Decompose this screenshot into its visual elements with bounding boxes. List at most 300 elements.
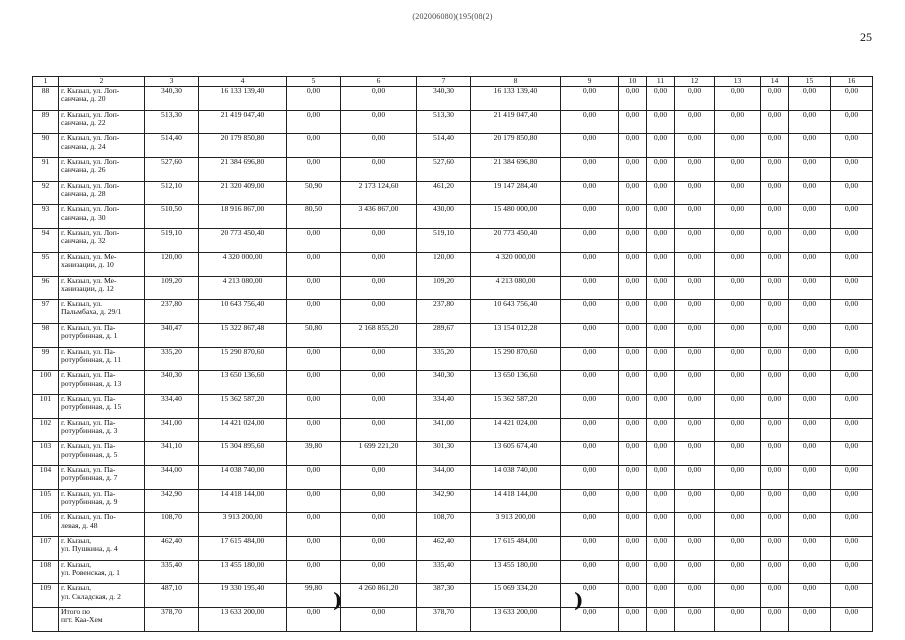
value-cell-3: 334,40 [145,394,199,418]
value-cell-15: 0,00 [789,371,831,395]
address-cell [59,323,145,347]
value-cell-13: 0,00 [715,158,761,182]
value-cell-7: 341,00 [417,418,471,442]
value-cell-13: 0,00 [715,181,761,205]
address-line-1: Итого по [61,607,90,617]
value-cell-9: 0,00 [561,158,619,182]
value-cell-8: 19 147 284,40 [471,181,561,205]
table-row [33,371,873,395]
value-cell-8: 20 179 850,80 [471,134,561,158]
value-cell-16: 0,00 [831,394,873,418]
address-line-2: ротурбинная, д. 3 [61,425,118,435]
value-cell-3: 512,10 [145,181,199,205]
value-cell-5: 0,00 [287,347,341,371]
value-cell-7: 335,40 [417,560,471,584]
value-cell-3: 108,70 [145,513,199,537]
address-line-1: г. Кызыл, [61,560,92,569]
value-cell-14: 0,00 [761,466,789,490]
value-cell-3: 344,00 [145,466,199,490]
column-number-11: 11 [647,77,675,87]
address-line-2: санчана, д. 24 [61,141,106,151]
address-cell [59,110,145,134]
value-cell-10: 0,00 [619,252,647,276]
value-cell-12: 0,00 [675,608,715,632]
value-cell-3: 120,00 [145,252,199,276]
value-cell-4: 20 773 450,40 [199,229,287,253]
value-cell-15: 0,00 [789,134,831,158]
document-header-code: (202006080)(195(08(2) [412,12,493,21]
address-line-2: санчана, д. 32 [61,236,106,246]
value-cell-4: 15 304 895,60 [199,442,287,466]
value-cell-8: 13 154 012,28 [471,323,561,347]
bottom-mark-left: ) [333,588,343,612]
address-line-2: ротурбинная, д. 13 [61,378,122,388]
value-cell-10: 0,00 [619,323,647,347]
value-cell-5: 0,00 [287,110,341,134]
value-cell-15: 0,00 [789,513,831,537]
value-cell-9: 0,00 [561,252,619,276]
value-cell-7: 462,40 [417,537,471,561]
value-cell-4: 15 362 587,20 [199,394,287,418]
value-cell-13: 0,00 [715,560,761,584]
value-cell-4: 21 419 047,40 [199,110,287,134]
value-cell-11: 0,00 [647,418,675,442]
column-number-16: 16 [831,77,873,87]
value-cell-14: 0,00 [761,347,789,371]
value-cell-8: 14 038 740,00 [471,466,561,490]
value-cell-10: 0,00 [619,513,647,537]
value-cell-5: 80,50 [287,205,341,229]
value-cell-7: 108,70 [417,513,471,537]
value-cell-13: 0,00 [715,300,761,324]
value-cell-3: 340,30 [145,371,199,395]
value-cell-14: 0,00 [761,418,789,442]
address-line-2: ул. Ровенская, д. 1 [61,568,120,578]
value-cell-10: 0,00 [619,560,647,584]
table-row [33,252,873,276]
value-cell-9: 0,00 [561,608,619,632]
value-cell-6: 0,00 [341,489,417,513]
value-cell-8: 15 069 334,20 [471,584,561,608]
value-cell-7: 335,20 [417,347,471,371]
value-cell-16: 0,00 [831,418,873,442]
value-cell-3: 335,40 [145,560,199,584]
row-number: 97 [33,300,59,324]
table-row [33,489,873,513]
value-cell-11: 0,00 [647,513,675,537]
value-cell-5: 39,80 [287,442,341,466]
value-cell-14: 0,00 [761,276,789,300]
value-cell-10: 0,00 [619,181,647,205]
table-row [33,205,873,229]
address-cell [59,537,145,561]
value-cell-14: 0,00 [761,158,789,182]
value-cell-8: 15 362 587,20 [471,394,561,418]
value-cell-13: 0,00 [715,584,761,608]
value-cell-13: 0,00 [715,608,761,632]
value-cell-14: 0,00 [761,300,789,324]
address-cell [59,513,145,537]
table-row [33,300,873,324]
value-cell-7: 301,30 [417,442,471,466]
value-cell-9: 0,00 [561,347,619,371]
value-cell-11: 0,00 [647,347,675,371]
table-row [33,87,873,111]
value-cell-7: 237,80 [417,300,471,324]
value-cell-13: 0,00 [715,134,761,158]
address-line-2: санчана, д. 20 [61,94,106,104]
value-cell-6: 1 699 221,20 [341,442,417,466]
value-cell-15: 0,00 [789,537,831,561]
value-cell-16: 0,00 [831,134,873,158]
address-line-2: ротурбинная, д. 7 [61,473,118,483]
table-row [33,394,873,418]
row-number: 89 [33,110,59,134]
column-number-14: 14 [761,77,789,87]
value-cell-5: 0,00 [287,87,341,111]
address-cell [59,560,145,584]
value-cell-7: 513,30 [417,110,471,134]
value-cell-13: 0,00 [715,466,761,490]
address-line-2: ротурбинная, д. 1 [61,331,118,341]
address-line-2: пгт. Каа-Хем [61,615,103,625]
value-cell-14: 0,00 [761,394,789,418]
value-cell-4: 4 213 080,00 [199,276,287,300]
value-cell-7: 120,00 [417,252,471,276]
value-cell-6: 0,00 [341,608,417,632]
value-cell-4: 21 384 696,80 [199,158,287,182]
value-cell-9: 0,00 [561,418,619,442]
value-cell-9: 0,00 [561,371,619,395]
value-cell-13: 0,00 [715,489,761,513]
row-number: 103 [33,442,59,466]
value-cell-6: 3 436 867,00 [341,205,417,229]
value-cell-3: 514,40 [145,134,199,158]
value-cell-9: 0,00 [561,205,619,229]
value-cell-7: 378,70 [417,608,471,632]
value-cell-5: 0,00 [287,560,341,584]
value-cell-4: 14 421 024,00 [199,418,287,442]
row-number: 101 [33,394,59,418]
value-cell-14: 0,00 [761,513,789,537]
value-cell-13: 0,00 [715,347,761,371]
value-cell-6: 2 173 124,60 [341,181,417,205]
value-cell-5: 0,00 [287,276,341,300]
table-body [33,77,873,632]
value-cell-11: 0,00 [647,489,675,513]
value-cell-15: 0,00 [789,276,831,300]
value-cell-11: 0,00 [647,560,675,584]
value-cell-12: 0,00 [675,371,715,395]
value-cell-7: 334,40 [417,394,471,418]
row-number: 88 [33,87,59,111]
address-line-1: г. Кызыл, ул. Лоп- [61,86,120,95]
address-line-1: г. Кызыл, ул. Па- [61,394,116,403]
value-cell-7: 461,20 [417,181,471,205]
value-cell-10: 0,00 [619,466,647,490]
address-cell [59,466,145,490]
value-cell-8: 13 605 674,40 [471,442,561,466]
value-cell-12: 0,00 [675,489,715,513]
value-cell-8: 3 913 200,00 [471,513,561,537]
table-row [33,537,873,561]
value-cell-9: 0,00 [561,181,619,205]
value-cell-3: 335,20 [145,347,199,371]
value-cell-10: 0,00 [619,229,647,253]
value-cell-15: 0,00 [789,584,831,608]
address-line-2: ротурбинная, д. 15 [61,402,122,412]
value-cell-16: 0,00 [831,347,873,371]
address-cell [59,300,145,324]
value-cell-3: 513,30 [145,110,199,134]
address-line-1: г. Кызыл, ул. Лоп- [61,204,120,214]
value-cell-10: 0,00 [619,442,647,466]
value-cell-7: 340,30 [417,371,471,395]
value-cell-6: 0,00 [341,418,417,442]
value-cell-4: 13 650 136,60 [199,371,287,395]
address-line-1: г. Кызыл, ул. Па- [61,370,116,380]
value-cell-12: 0,00 [675,134,715,158]
value-cell-11: 0,00 [647,252,675,276]
address-cell [59,134,145,158]
column-number-12: 12 [675,77,715,87]
value-cell-8: 4 213 080,00 [471,276,561,300]
value-cell-5: 0,00 [287,229,341,253]
value-cell-16: 0,00 [831,158,873,182]
value-cell-9: 0,00 [561,584,619,608]
address-line-1: г. Кызыл, ул. Ме- [61,252,117,261]
value-cell-8: 21 384 696,80 [471,158,561,182]
value-cell-14: 0,00 [761,87,789,111]
value-cell-10: 0,00 [619,300,647,324]
value-cell-16: 0,00 [831,252,873,276]
column-number-row [33,77,873,87]
value-cell-14: 0,00 [761,584,789,608]
value-cell-8: 4 320 000,00 [471,252,561,276]
value-cell-5: 0,00 [287,489,341,513]
value-cell-3: 527,60 [145,158,199,182]
address-cell [59,489,145,513]
value-cell-8: 13 650 136,60 [471,371,561,395]
value-cell-9: 0,00 [561,229,619,253]
value-cell-4: 20 179 850,80 [199,134,287,158]
value-cell-13: 0,00 [715,394,761,418]
value-cell-12: 0,00 [675,229,715,253]
value-cell-5: 0,00 [287,466,341,490]
address-cell [59,252,145,276]
value-cell-13: 0,00 [715,205,761,229]
value-cell-13: 0,00 [715,513,761,537]
column-number-8: 8 [471,77,561,87]
table-row [33,560,873,584]
address-cell [59,608,145,632]
value-cell-6: 0,00 [341,347,417,371]
address-line-1: г. Кызыл, ул. Лоп- [61,228,120,238]
row-number: 107 [33,537,59,561]
value-cell-9: 0,00 [561,300,619,324]
address-line-1: г. Кызыл, ул. Па- [61,418,116,427]
value-cell-8: 15 290 870,60 [471,347,561,371]
value-cell-16: 0,00 [831,110,873,134]
value-cell-16: 0,00 [831,229,873,253]
address-cell [59,394,145,418]
value-cell-10: 0,00 [619,347,647,371]
value-cell-4: 13 633 200,00 [199,608,287,632]
value-cell-16: 0,00 [831,584,873,608]
value-cell-3: 510,50 [145,205,199,229]
value-cell-13: 0,00 [715,276,761,300]
value-cell-15: 0,00 [789,252,831,276]
value-cell-6: 0,00 [341,229,417,253]
address-line-1: г. Кызыл, ул. Лоп- [61,157,120,167]
value-cell-7: 387,30 [417,584,471,608]
row-number: 106 [33,513,59,537]
column-number-6: 6 [341,77,417,87]
housing-table [32,76,873,632]
value-cell-8: 13 455 180,00 [471,560,561,584]
value-cell-12: 0,00 [675,394,715,418]
value-cell-3: 340,30 [145,87,199,111]
value-cell-9: 0,00 [561,87,619,111]
value-cell-4: 13 455 180,00 [199,560,287,584]
value-cell-12: 0,00 [675,442,715,466]
value-cell-14: 0,00 [761,537,789,561]
value-cell-9: 0,00 [561,537,619,561]
value-cell-6: 0,00 [341,394,417,418]
value-cell-15: 0,00 [789,560,831,584]
value-cell-4: 15 322 867,48 [199,323,287,347]
address-cell [59,276,145,300]
bottom-mark-right: ) [574,588,584,612]
value-cell-11: 0,00 [647,276,675,300]
address-cell [59,347,145,371]
value-cell-9: 0,00 [561,489,619,513]
column-number-2: 2 [59,77,145,87]
value-cell-10: 0,00 [619,371,647,395]
value-cell-12: 0,00 [675,584,715,608]
value-cell-11: 0,00 [647,608,675,632]
address-line-1: г. Кызыл, ул. Ме- [61,276,117,285]
value-cell-12: 0,00 [675,560,715,584]
table-row [33,110,873,134]
value-cell-8: 13 633 200,00 [471,608,561,632]
value-cell-11: 0,00 [647,205,675,229]
value-cell-9: 0,00 [561,110,619,134]
row-number: 109 [33,584,59,608]
value-cell-15: 0,00 [789,300,831,324]
address-line-1: г. Кызыл, [61,536,92,546]
value-cell-6: 0,00 [341,110,417,134]
address-line-2: санчана, д. 26 [61,165,106,175]
value-cell-5: 0,00 [287,418,341,442]
value-cell-14: 0,00 [761,442,789,466]
row-number: 92 [33,181,59,205]
page-number: 25 [860,30,872,44]
address-line-1: г. Кызыл, ул. По- [61,512,116,522]
address-line-1: г. Кызыл, ул. Па- [61,489,116,498]
table-row [33,347,873,371]
value-cell-12: 0,00 [675,276,715,300]
value-cell-10: 0,00 [619,418,647,442]
value-cell-13: 0,00 [715,323,761,347]
value-cell-6: 0,00 [341,134,417,158]
value-cell-3: 342,90 [145,489,199,513]
value-cell-15: 0,00 [789,110,831,134]
address-cell [59,371,145,395]
value-cell-4: 4 320 000,00 [199,252,287,276]
value-cell-7: 342,90 [417,489,471,513]
value-cell-12: 0,00 [675,110,715,134]
value-cell-6: 0,00 [341,466,417,490]
value-cell-13: 0,00 [715,371,761,395]
table-row [33,229,873,253]
column-number-13: 13 [715,77,761,87]
value-cell-3: 340,47 [145,323,199,347]
value-cell-15: 0,00 [789,87,831,111]
address-line-2: ул. Складская, д. 2 [61,591,121,601]
value-cell-13: 0,00 [715,537,761,561]
value-cell-5: 0,00 [287,158,341,182]
value-cell-10: 0,00 [619,276,647,300]
value-cell-6: 0,00 [341,252,417,276]
value-cell-6: 0,00 [341,560,417,584]
value-cell-15: 0,00 [789,181,831,205]
value-cell-5: 0,00 [287,608,341,632]
value-cell-8: 21 419 047,40 [471,110,561,134]
value-cell-13: 0,00 [715,252,761,276]
value-cell-11: 0,00 [647,323,675,347]
value-cell-6: 0,00 [341,276,417,300]
value-cell-12: 0,00 [675,87,715,111]
value-cell-11: 0,00 [647,229,675,253]
value-cell-10: 0,00 [619,87,647,111]
table-row [33,276,873,300]
value-cell-10: 0,00 [619,158,647,182]
value-cell-5: 0,00 [287,513,341,537]
value-cell-13: 0,00 [715,418,761,442]
value-cell-8: 14 421 024,00 [471,418,561,442]
value-cell-13: 0,00 [715,229,761,253]
value-cell-14: 0,00 [761,229,789,253]
address-line-1: г. Кызыл, ул. Па- [61,441,116,451]
value-cell-16: 0,00 [831,87,873,111]
value-cell-7: 344,00 [417,466,471,490]
value-cell-3: 378,70 [145,608,199,632]
value-cell-6: 0,00 [341,87,417,111]
value-cell-5: 0,00 [287,537,341,561]
value-cell-9: 0,00 [561,276,619,300]
address-cell [59,87,145,111]
value-cell-7: 340,30 [417,87,471,111]
value-cell-5: 50,90 [287,181,341,205]
table-row [33,608,873,632]
value-cell-15: 0,00 [789,608,831,632]
address-line-2: Пальмбаха, д. 29/1 [61,307,122,317]
address-line-2: санчана, д. 22 [61,117,106,127]
value-cell-15: 0,00 [789,158,831,182]
value-cell-6: 0,00 [341,513,417,537]
value-cell-15: 0,00 [789,229,831,253]
value-cell-16: 0,00 [831,466,873,490]
value-cell-12: 0,00 [675,466,715,490]
value-cell-4: 16 133 139,40 [199,87,287,111]
value-cell-6: 0,00 [341,371,417,395]
value-cell-14: 0,00 [761,608,789,632]
value-cell-10: 0,00 [619,489,647,513]
value-cell-15: 0,00 [789,442,831,466]
value-cell-9: 0,00 [561,560,619,584]
address-line-1: г. Кызыл, ул. Па- [61,465,116,474]
